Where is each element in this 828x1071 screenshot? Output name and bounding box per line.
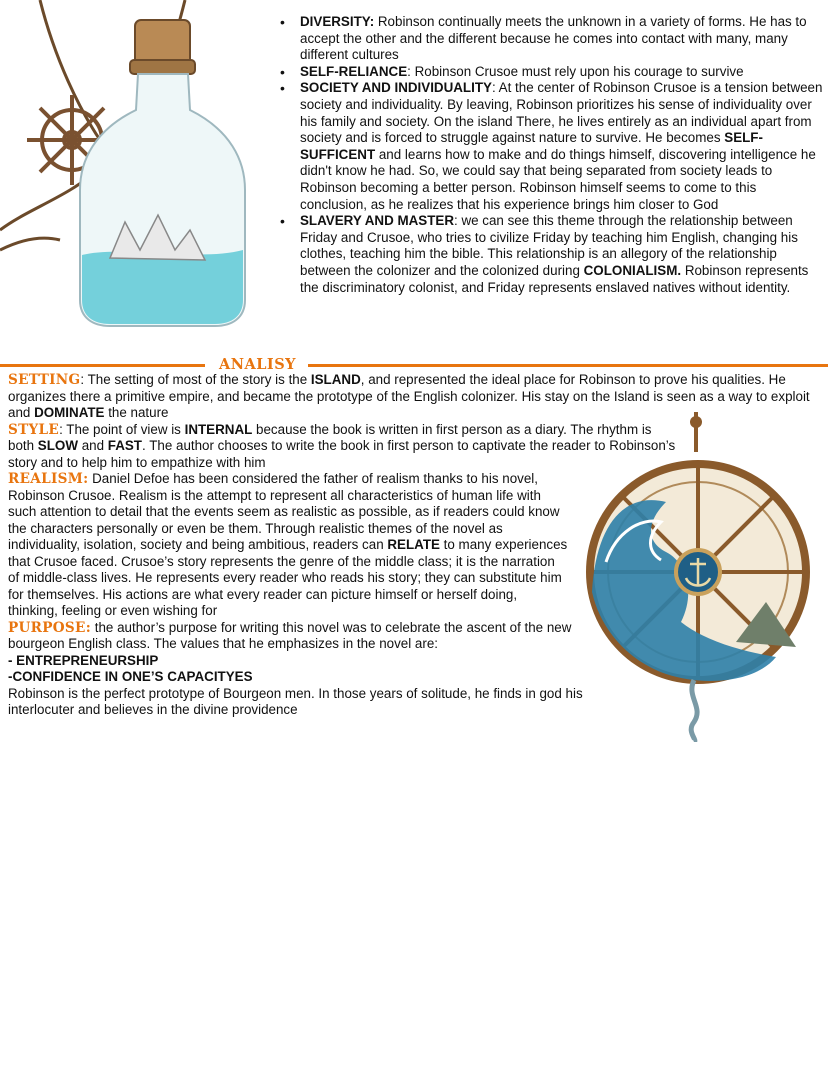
divider-title: ANALISY — [218, 356, 297, 373]
section-divider — [0, 356, 828, 373]
style-paragraph: STYLE: The point of view is INTERNAL because the book is written in first person as a diary. The rhythm is both SLOW and FAST. The author chooses to write the book in first person to captivate the reader to Robinson’s story and to help him to empathize with him — [8, 421, 676, 470]
themes-list — [278, 14, 826, 296]
purpose-paragraph: PURPOSE: the author’s purpose for writing this novel was to celebrate the ascent of the new bourgeon English class. The values that he emphasizes in the novel are: — [8, 619, 572, 651]
style-heading: STYLE — [8, 421, 60, 438]
purpose-closing: Robinson is the perfect prototype of Bourgeon men. In those years of solitude, he finds in god his interlocuter and believes in the divine providence — [8, 685, 583, 717]
theme-society-individuality: • SOCIETY AND INDIVIDUALITY: At the center of Robinson Crusoe is a tension between society and individuality. By leaving, Robinson prioritizes his sense of individuality over his family and society. On the island There, he lives entirely as an individual apart from society and is forced to struggle against nature to survive. He becomes SELF-SUFFICENT and learns how to make and do things himself, discovering intelligence he didn't know he had. So, we could say that being separated from society leads to Robinson becoming a better person. Robinson himself seems to come to this conclusion, as he realizes that his experience brings him closer to God — [278, 80, 826, 213]
setting-heading: SETTING — [8, 372, 81, 388]
analysis-body — [8, 372, 824, 719]
realism-paragraph: REALISM: Daniel Defoe has been considered the father of realism thanks to his novel, Robinson Crusoe. Realism is the attempt to represent all characteristics of human life with such attention to detail that the events seem as realistic as possible, as if readers could know the characters personally or even be them. Through realistic themes of the novel as individuality, isolation, society and being ambitious, readers can RELATE to many experiences that Crusoe faced. Crusoe’s story represents the genre of the middle class; it is the narration of middle-class lives. He represents every reader who reads his story; they can substitute him for themselves. His actions are what every reader can picture himself or herself doing, thinking, feeling or even wishing for — [8, 471, 568, 618]
divider-line-right — [308, 364, 828, 367]
purpose-value-entrepreneurship: - ENTREPRENEURSHIP — [8, 652, 159, 668]
purpose-heading: PURPOSE: — [8, 619, 92, 636]
ship-in-bottle-illustration — [0, 0, 265, 335]
purpose-value-confidence: -CONFIDENCE IN ONE’S CAPACITYES — [8, 669, 253, 684]
divider-line-left — [0, 364, 205, 367]
theme-self-reliance: • SELF-RELIANCE: Robinson Crusoe must rely upon his courage to survive — [278, 64, 826, 81]
setting-paragraph: SETTING: The setting of most of the story is the ISLAND, and represented the ideal place for Robinson to prove his qualities. He organizes there a primitive empire, and became the prototype of the English colonizer. His stay on the Island is seen as a way to exploit and DOMINATE the nature — [8, 372, 810, 420]
theme-diversity: • DIVERSITY: Robinson continually meets the unknown in a variety of forms. He has to accept the other and the different because he comes into contact with many, many different cultures — [278, 14, 826, 64]
realism-heading: REALISM: — [8, 471, 89, 487]
theme-slavery-master: • SLAVERY AND MASTER: we can see this theme through the relationship between Friday and Crusoe, who tries to civilize Friday by teaching him English, changing his clothes, teaching him the bible. This relationship is an allegory of the relationship between the colonizer and the colonized during COLONIALISM. Robinson represents the discriminatory colonist, and Friday represents enslaved natives without identity. — [278, 213, 826, 296]
